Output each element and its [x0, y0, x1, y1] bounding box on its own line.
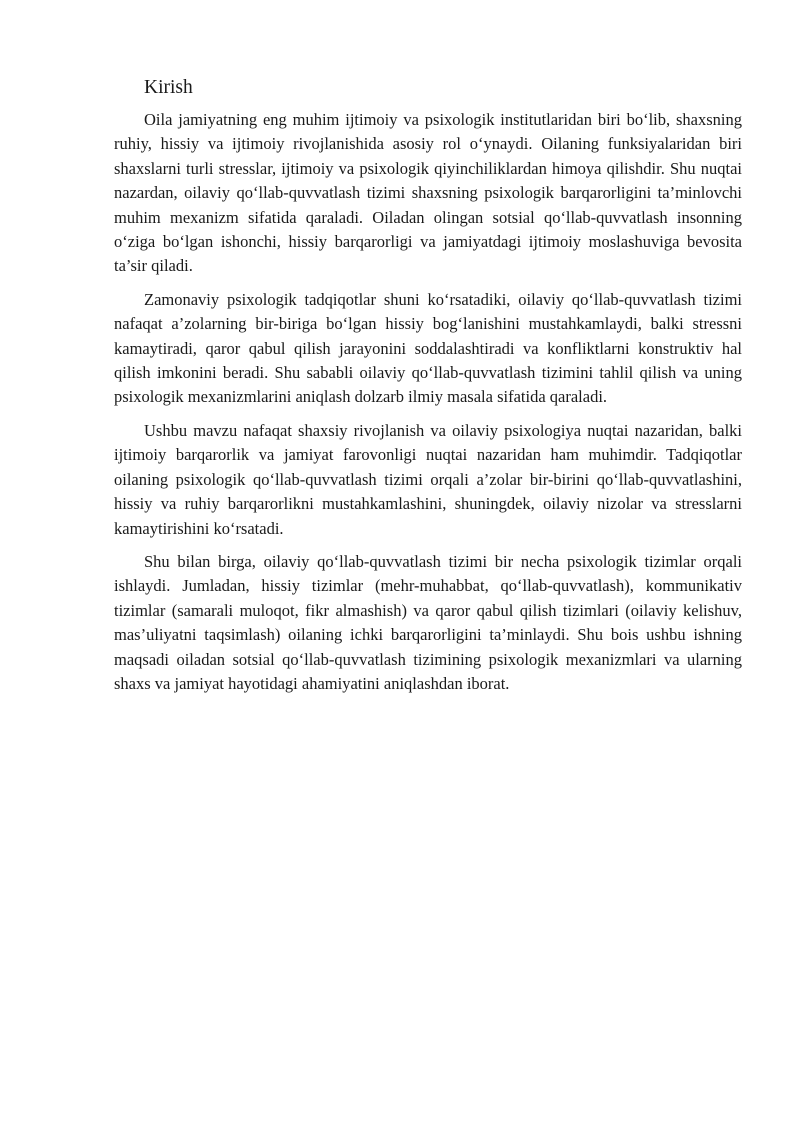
paragraph-1: Oila jamiyatning eng muhim ijtimoiy va psixologik institutlaridan biri bo‘lib, shaxsning ruhiy, hissiy va ijtimoiy rivojlanishida asosiy rol o‘ynaydi. Oilaning funksiyalaridan biri shaxslarni turli stresslar, ijtimoiy va psixologik qiyinchiliklardan himoya qilishdir. Shu nuqtai nazardan, oilaviy qo‘llab-quvvatlash tizimi shaxsning psixologik barqarorligini ta’minlovchi muhim mexanizm sifatida qaraladi. Oiladan olingan sotsial qo‘llab-quvvatlash insonning o‘ziga bo‘lgan ishonchi, hissiy barqarorligi va jamiyatdagi ijtimoiy moslashuviga bevosita ta’sir qiladi. — [114, 110, 742, 276]
section-heading: Kirish — [144, 77, 193, 98]
paragraph-3: Ushbu mavzu nafaqat shaxsiy rivojlanish va oilaviy psixologiya nuqtai nazaridan, balki ijtimoiy barqarorlik va jamiyat farovonligi nuqtai nazaridan ham muhimdir. Tadqiqotlar oilaning psixologik qo‘llab-quvvatlash tizimi orqali a’zolar bir-birini qo‘llab-quvvatlashini, hissiy va ruhiy barqarorlikni mustahkamlashini, shuningdek, oilaviy nizolar va stresslarni kamaytirishini ko‘rsatadi. — [114, 420, 742, 538]
paragraph-2: Zamonaviy psixologik tadqiqotlar shuni ko‘rsatadiki, oilaviy qo‘llab-quvvatlash tizimi nafaqat a’zolarning bir-biriga bo‘lgan hissiy bog‘lanishini mustahkamlaydi, balki stressni kamaytiradi, qaror qabul qilish jarayonini soddalashtiradi va konfliktlarni konstruktiv hal qilish imkonini beradi. Shu sababli oilaviy qo‘llab-quvvatlash tizimini tahlil qilish va uning psixologik mexanizmlarini aniqlash dolzarb ilmiy masala sifatida qaraladi. — [114, 289, 742, 407]
paragraph-4: Shu bilan birga, oilaviy qo‘llab-quvvatlash tizimi bir necha psixologik tizimlar orqali ishlaydi. Jumladan, hissiy tizimlar (mehr-muhabbat, qo‘llab-quvvatlash), kommunikativ tizimlar (samarali muloqot, fikr almashish) va qaror qabul qilish tizimlari (oilaviy kelishuv, mas’uliyatni taqsimlash) oilaning ichki barqarorligini ta’minlaydi. Shu bois ushbu ishning maqsadi oiladan sotsial qo‘llab-quvvatlash tizimining psixologik mexanizmlari va ularning shaxs va jamiyat hayotidagi ahamiyatini aniqlashdan iborat. — [114, 551, 742, 693]
document-body — [114, 76, 742, 705]
